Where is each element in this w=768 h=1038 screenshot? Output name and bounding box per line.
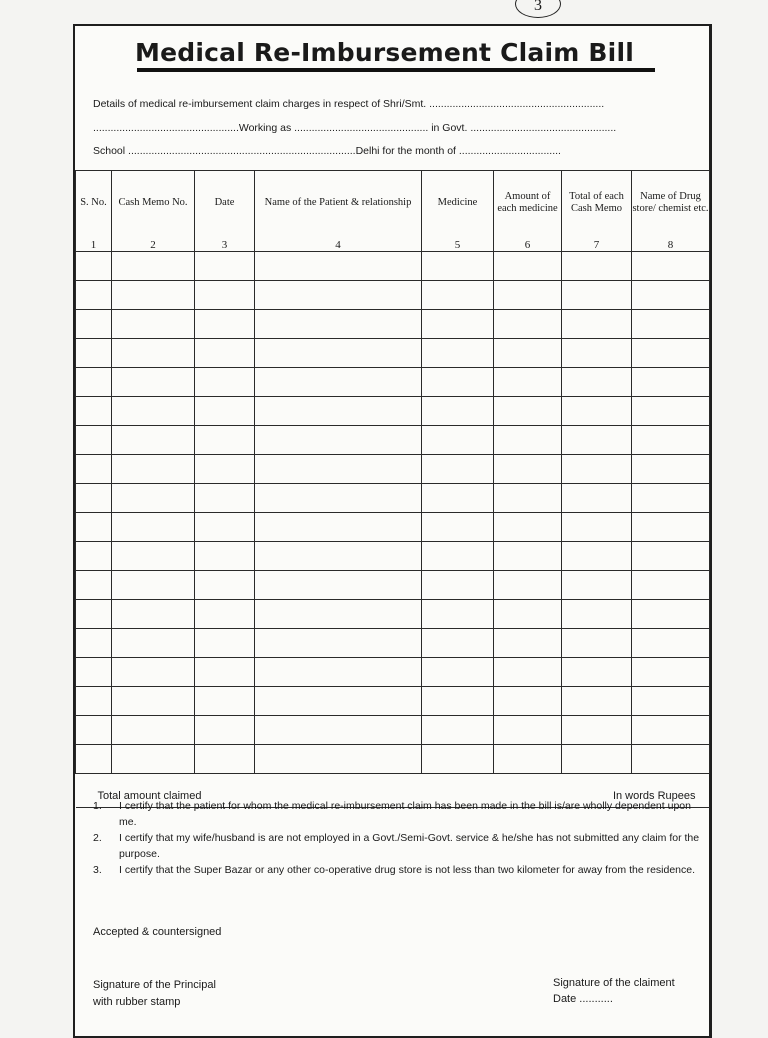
table-cell[interactable] <box>422 484 494 513</box>
table-cell[interactable] <box>494 658 562 687</box>
table-row <box>76 310 710 339</box>
table-cell[interactable] <box>422 513 494 542</box>
table-cell[interactable] <box>422 716 494 745</box>
table-cell[interactable] <box>422 281 494 310</box>
table-cell[interactable] <box>255 368 422 397</box>
certification-number: 2. <box>93 832 102 844</box>
column-header: Cash Memo No. <box>112 171 195 236</box>
column-number: 1 <box>76 235 112 252</box>
table-cell[interactable] <box>632 455 710 484</box>
table-cell[interactable] <box>562 629 632 658</box>
claimant-date-field[interactable]: Date ........... <box>553 993 613 1005</box>
table-cell[interactable] <box>632 310 710 339</box>
details-line-name[interactable]: Details of medical re-imbursement claim charges in respect of Shri/Smt. ............................................................ <box>93 98 605 110</box>
table-cell[interactable] <box>195 600 255 629</box>
column-number: 3 <box>195 235 255 252</box>
table-cell[interactable] <box>632 281 710 310</box>
table-cell[interactable] <box>562 397 632 426</box>
table-cell[interactable] <box>632 571 710 600</box>
table-row <box>76 745 710 774</box>
table-cell[interactable] <box>255 687 422 716</box>
table-cell[interactable] <box>494 716 562 745</box>
table-cell[interactable] <box>422 455 494 484</box>
table-cell[interactable] <box>195 716 255 745</box>
table-cell[interactable] <box>562 716 632 745</box>
table-cell[interactable] <box>422 426 494 455</box>
table-cell[interactable] <box>255 252 422 281</box>
table-cell[interactable] <box>562 600 632 629</box>
table-row <box>76 426 710 455</box>
table-cell[interactable] <box>494 571 562 600</box>
table-cell[interactable] <box>112 687 195 716</box>
table-cell[interactable] <box>195 571 255 600</box>
table-cell[interactable] <box>76 658 112 687</box>
table-cell[interactable] <box>76 542 112 571</box>
table-cell[interactable] <box>76 426 112 455</box>
column-number: 7 <box>562 235 632 252</box>
table-cell[interactable] <box>76 629 112 658</box>
table-cell[interactable] <box>195 484 255 513</box>
table-cell[interactable] <box>195 542 255 571</box>
table-cell[interactable] <box>494 513 562 542</box>
table-cell[interactable] <box>195 310 255 339</box>
table-cell[interactable] <box>422 252 494 281</box>
column-header: Name of the Patient & relationship <box>255 171 422 236</box>
table-cell[interactable] <box>195 368 255 397</box>
table-row <box>76 368 710 397</box>
table-cell[interactable] <box>112 310 195 339</box>
claimant-signature-label: Signature of the claiment <box>553 977 675 989</box>
table-cell[interactable] <box>195 252 255 281</box>
table-cell[interactable] <box>422 339 494 368</box>
table-cell[interactable] <box>562 368 632 397</box>
table-row <box>76 571 710 600</box>
table-cell[interactable] <box>195 397 255 426</box>
table-cell[interactable] <box>255 658 422 687</box>
table-cell[interactable] <box>562 455 632 484</box>
table-cell[interactable] <box>562 687 632 716</box>
table-row <box>76 339 710 368</box>
certification-number: 1. <box>93 800 102 812</box>
table-cell[interactable] <box>255 281 422 310</box>
certification-text: I certify that the patient for whom the medical re-imbursement claim has been made in the bill is/are wholly dependent upon me. <box>119 800 691 828</box>
column-header: Name of Drug store/ chemist etc. <box>632 171 710 236</box>
table-cell[interactable] <box>422 658 494 687</box>
table-cell[interactable] <box>195 745 255 774</box>
column-number: 4 <box>255 235 422 252</box>
table-cell[interactable] <box>112 455 195 484</box>
certification-text: I certify that the Super Bazar or any other co-operative drug store is not less than two kilometer for away from the residence. <box>119 864 696 876</box>
table-cell[interactable] <box>494 368 562 397</box>
accepted-countersigned: Accepted & countersigned <box>93 926 222 938</box>
certification-list <box>93 798 703 878</box>
table-cell[interactable] <box>76 716 112 745</box>
column-header: Amount of each medicine <box>494 171 562 236</box>
table-cell[interactable] <box>195 281 255 310</box>
table-cell[interactable] <box>632 542 710 571</box>
table-cell[interactable] <box>562 310 632 339</box>
table-cell[interactable] <box>112 571 195 600</box>
claim-form <box>73 24 712 1038</box>
table-cell[interactable] <box>112 484 195 513</box>
table-cell[interactable] <box>422 310 494 339</box>
table-cell[interactable] <box>632 397 710 426</box>
table-cell[interactable] <box>255 339 422 368</box>
table-row <box>76 281 710 310</box>
table-cell[interactable] <box>494 252 562 281</box>
table-cell[interactable] <box>494 745 562 774</box>
table-cell[interactable] <box>632 658 710 687</box>
table-row <box>76 600 710 629</box>
table-cell[interactable] <box>494 426 562 455</box>
table-cell[interactable] <box>76 310 112 339</box>
table-cell[interactable] <box>195 426 255 455</box>
table-cell[interactable] <box>255 716 422 745</box>
table-row <box>76 658 710 687</box>
table-cell[interactable] <box>195 339 255 368</box>
table-cell[interactable] <box>562 484 632 513</box>
table-cell[interactable] <box>76 513 112 542</box>
table-row <box>76 455 710 484</box>
table-cell[interactable] <box>76 745 112 774</box>
table-cell[interactable] <box>494 629 562 658</box>
table-cell[interactable] <box>562 542 632 571</box>
table-row <box>76 716 710 745</box>
table-row <box>76 542 710 571</box>
table-cell[interactable] <box>632 368 710 397</box>
table-header-row <box>76 171 710 236</box>
table-cell[interactable] <box>76 281 112 310</box>
column-header: S. No. <box>76 171 112 236</box>
table-cell[interactable] <box>76 339 112 368</box>
table-cell[interactable] <box>112 281 195 310</box>
claim-table <box>75 170 710 808</box>
table-cell[interactable] <box>255 484 422 513</box>
certification-number: 3. <box>93 864 102 876</box>
details-line-school[interactable]: School ..............................................................................Delhi for the month of ................................... <box>93 145 561 157</box>
form-title: Medical Re-Imbursement Claim Bill <box>135 38 634 67</box>
table-cell[interactable] <box>494 397 562 426</box>
table-cell[interactable] <box>76 571 112 600</box>
table-cell[interactable] <box>632 426 710 455</box>
column-header: Medicine <box>422 171 494 236</box>
table-cell[interactable] <box>255 310 422 339</box>
table-row <box>76 252 710 281</box>
in-words-label: In words Rupees <box>494 774 710 808</box>
table-cell[interactable] <box>112 252 195 281</box>
table-cell[interactable] <box>112 658 195 687</box>
table-cell[interactable] <box>112 542 195 571</box>
column-number-row <box>76 235 710 252</box>
details-line-working[interactable]: ..................................................Working as .............................................. in Govt. .................................................. <box>93 122 617 134</box>
table-cell[interactable] <box>255 745 422 774</box>
table-cell[interactable] <box>494 339 562 368</box>
table-cell[interactable] <box>195 455 255 484</box>
certification-item <box>93 798 703 830</box>
table-cell[interactable] <box>112 513 195 542</box>
column-number: 6 <box>494 235 562 252</box>
total-amount-label: Total amount claimed <box>76 774 494 808</box>
table-cell[interactable] <box>562 281 632 310</box>
table-cell[interactable] <box>76 600 112 629</box>
table-cell[interactable] <box>562 339 632 368</box>
table-cell[interactable] <box>195 629 255 658</box>
table-cell[interactable] <box>255 513 422 542</box>
principal-signature-label: Signature of the Principal <box>93 979 216 991</box>
table-cell[interactable] <box>562 513 632 542</box>
table-cell[interactable] <box>422 600 494 629</box>
table-cell[interactable] <box>76 455 112 484</box>
table-cell[interactable] <box>112 745 195 774</box>
table-row <box>76 687 710 716</box>
table-row <box>76 484 710 513</box>
table-cell[interactable] <box>255 629 422 658</box>
table-cell[interactable] <box>494 310 562 339</box>
table-cell[interactable] <box>632 513 710 542</box>
table-cell[interactable] <box>112 629 195 658</box>
table-cell[interactable] <box>76 397 112 426</box>
table-cell[interactable] <box>632 339 710 368</box>
table-cell[interactable] <box>76 484 112 513</box>
column-header: Date <box>195 171 255 236</box>
table-cell[interactable] <box>422 397 494 426</box>
table-cell[interactable] <box>494 281 562 310</box>
table-cell[interactable] <box>76 252 112 281</box>
table-cell[interactable] <box>255 455 422 484</box>
table-row <box>76 629 710 658</box>
table-cell[interactable] <box>494 455 562 484</box>
table-cell[interactable] <box>422 571 494 600</box>
table-cell[interactable] <box>255 542 422 571</box>
table-cell[interactable] <box>422 542 494 571</box>
table-cell[interactable] <box>255 426 422 455</box>
title-underline <box>137 68 655 72</box>
certification-text: I certify that my wife/husband is are not employed in a Govt./Semi-Govt. service & he/she has not submitted any claim for the purpose. <box>119 832 700 860</box>
table-cell[interactable] <box>562 745 632 774</box>
table-cell[interactable] <box>112 339 195 368</box>
table-cell[interactable] <box>562 571 632 600</box>
certification-item <box>93 830 703 862</box>
certification-item <box>93 862 703 878</box>
table-cell[interactable] <box>112 716 195 745</box>
table-cell[interactable] <box>632 716 710 745</box>
table-cell[interactable] <box>562 252 632 281</box>
table-cell[interactable] <box>422 687 494 716</box>
table-cell[interactable] <box>632 629 710 658</box>
table-cell[interactable] <box>422 745 494 774</box>
table-cell[interactable] <box>76 368 112 397</box>
table-cell[interactable] <box>632 252 710 281</box>
table-cell[interactable] <box>76 687 112 716</box>
page-number: 3 <box>515 0 561 18</box>
column-number: 2 <box>112 235 195 252</box>
table-cell[interactable] <box>112 600 195 629</box>
column-header: Total of each Cash Memo <box>562 171 632 236</box>
table-row <box>76 513 710 542</box>
table-cell[interactable] <box>255 397 422 426</box>
table-cell[interactable] <box>255 600 422 629</box>
table-cell[interactable] <box>562 658 632 687</box>
table-cell[interactable] <box>494 484 562 513</box>
principal-stamp-label: with rubber stamp <box>93 996 181 1008</box>
table-cell[interactable] <box>195 658 255 687</box>
table-cell[interactable] <box>195 513 255 542</box>
table-cell[interactable] <box>112 368 195 397</box>
table-cell[interactable] <box>632 600 710 629</box>
table-cell[interactable] <box>494 542 562 571</box>
table-cell[interactable] <box>422 368 494 397</box>
table-cell[interactable] <box>112 397 195 426</box>
table-cell[interactable] <box>422 629 494 658</box>
table-row <box>76 397 710 426</box>
column-number: 8 <box>632 235 710 252</box>
table-cell[interactable] <box>494 600 562 629</box>
table-cell[interactable] <box>255 571 422 600</box>
table-cell[interactable] <box>112 426 195 455</box>
table-cell[interactable] <box>562 426 632 455</box>
table-cell[interactable] <box>494 687 562 716</box>
column-number: 5 <box>422 235 494 252</box>
table-cell[interactable] <box>632 484 710 513</box>
table-cell[interactable] <box>632 687 710 716</box>
table-cell[interactable] <box>632 745 710 774</box>
table-cell[interactable] <box>195 687 255 716</box>
